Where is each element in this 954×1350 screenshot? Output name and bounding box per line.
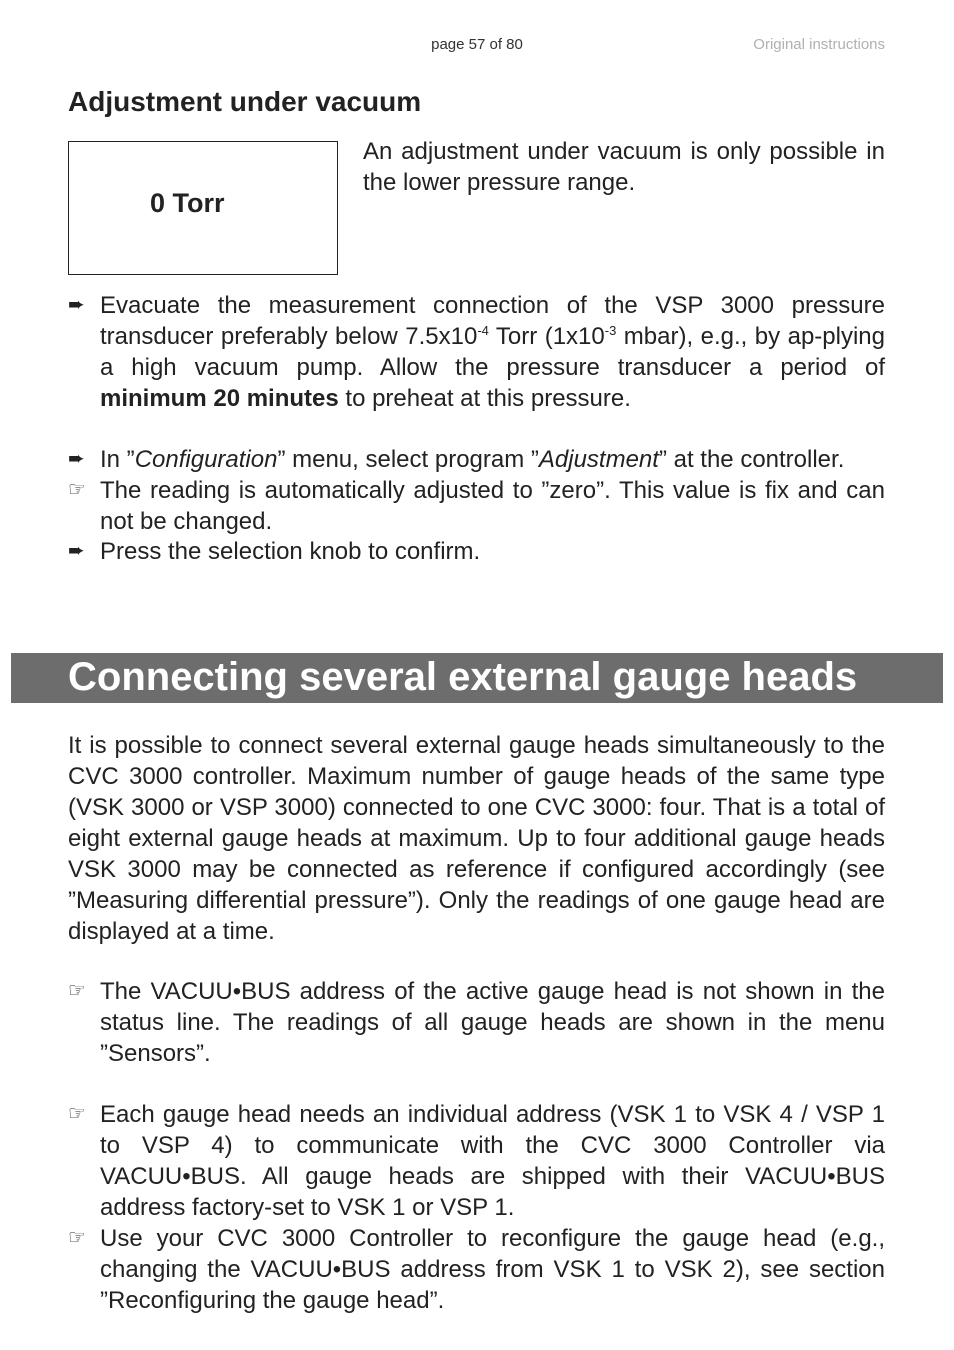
pointing-hand-icon: ☞: [68, 479, 86, 501]
step-text: ” at the controller.: [658, 446, 845, 473]
note-reconfigure: [68, 1223, 885, 1316]
step-evacuate: [68, 290, 885, 414]
gauge-heads-body: It is possible to connect several external gauge heads simultaneously to the CVC 3000 controller. Maximum number of gauge heads of the same type (VSK 3000 or VSP 3000) connected to one CVC 3000: four. That is a total of eight external gauge heads at maximum. Up to four additional gauge heads VSK 3000 may be connected as reference if configured accordingly (see ”Measuring differential pressure”). Only the readings of one gauge head are displayed at a time.: [68, 732, 885, 945]
step-text: ” menu, select program ”: [277, 446, 539, 473]
document-type-label: Original instructions: [753, 36, 885, 53]
step-text: Press the selection knob to confirm.: [100, 538, 481, 565]
note-individual-address: [68, 1099, 885, 1223]
arrow-icon: ➨: [68, 540, 85, 562]
controller-display-box: [68, 141, 338, 275]
step-text: to preheat at this pressure.: [338, 385, 631, 412]
note-text: The VACUU•BUS address of the active gauge head is not shown in the status line. The readings of all gauge heads are shown in the menu ”Sensors”.: [100, 978, 885, 1067]
note-text: The reading is automatically adjusted to ”zero”. This value is fix and can not be changed.: [100, 477, 885, 535]
step-text: In ”: [100, 446, 135, 473]
pointing-hand-icon: ☞: [68, 1227, 86, 1249]
note-text: Each gauge head needs an individual address (VSK 1 to VSK 4 / VSP 1 to VSP 4) to communicate with the CVC 3000 Controller via VACUU•BUS. All gauge heads are shipped with their VACUU•BUS address factory-set to VSK 1 or VSP 1.: [100, 1101, 885, 1221]
section-banner: [11, 653, 943, 703]
display-value: 0 Torr: [150, 188, 225, 218]
arrow-icon: ➨: [68, 294, 85, 316]
step-emphasis: minimum 20 minutes: [100, 385, 339, 412]
exponent: -4: [477, 323, 489, 338]
step-text: Evacuate the measurement connection of the VSP 3000 pressure transducer preferably below 7.5x10: [100, 292, 885, 350]
section-heading-gauge-heads: Connecting several external gauge heads: [68, 655, 858, 699]
step-confirm: [68, 536, 885, 567]
pointing-hand-icon: ☞: [68, 980, 86, 1002]
pointing-hand-icon: ☞: [68, 1103, 86, 1125]
menu-name: Configuration: [134, 446, 278, 473]
step-select-program: [68, 444, 885, 475]
step-text: Torr (1x10: [488, 323, 605, 350]
arrow-icon: ➨: [68, 448, 85, 470]
step-text: mbar), e.g., by ap-plying a high vacuum pump. Allow the pressure transducer a period of: [100, 323, 886, 381]
exponent: -3: [604, 323, 617, 338]
program-name: Adjustment: [538, 446, 659, 473]
note-vacuubus-address: [68, 976, 885, 1069]
note-zero-reading: [68, 475, 885, 537]
page-number: page 57 of 80: [431, 36, 523, 53]
note-text: Use your CVC 3000 Controller to reconfigure the gauge head (e.g., changing the VACUU•BUS address from VSK 1 to VSK 2), see section ”Reconfiguring the gauge head”.: [100, 1225, 885, 1314]
adjustment-intro: An adjustment under vacuum is only possible in the lower pressure range.: [363, 138, 885, 196]
section-heading-adjustment: Adjustment under vacuum: [68, 86, 422, 117]
